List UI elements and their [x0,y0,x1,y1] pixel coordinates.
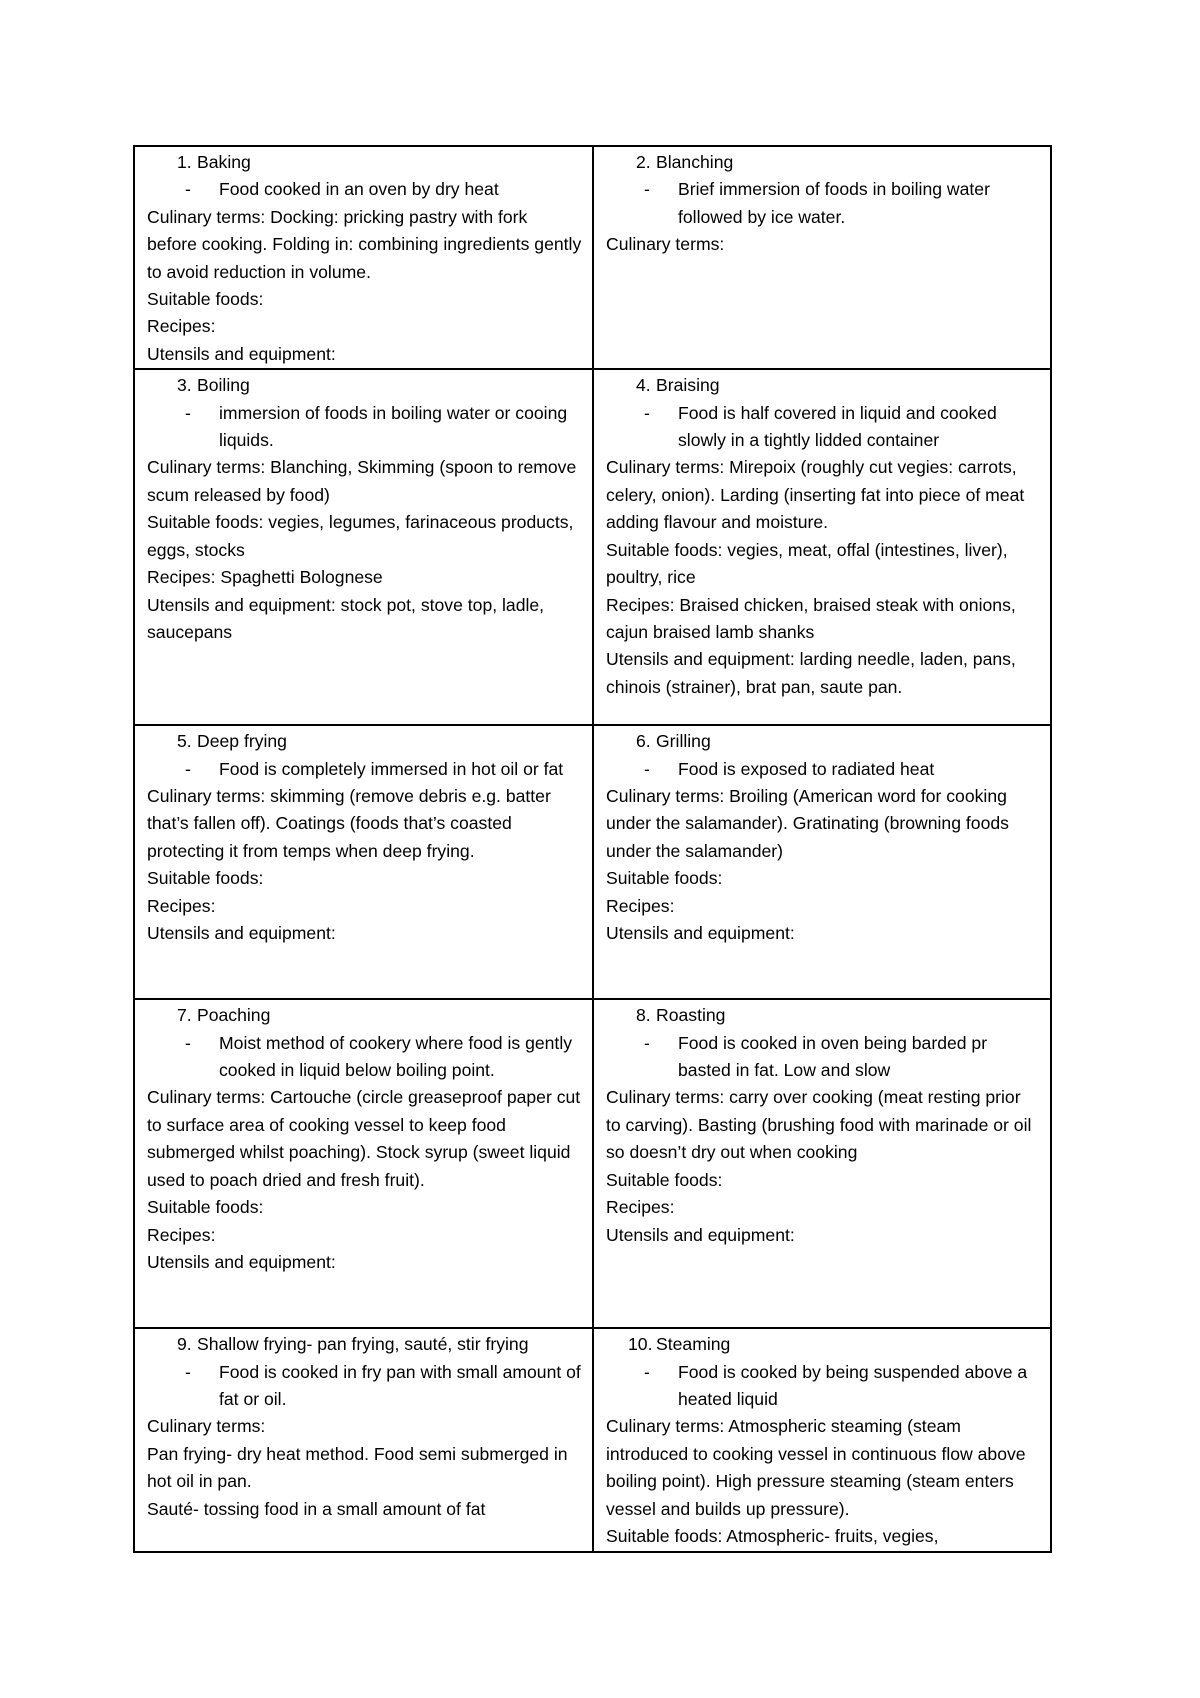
detail-line: Culinary terms: carry over cooking (meat resting prior to carving). Basting (brushing food with marinade or oil so doesn’t dry out when cooking [606,1087,1032,1163]
dash-bullet: - [185,1361,191,1382]
method-heading [606,1331,1040,1358]
method-title: Blanching [656,152,734,172]
detail-line: Recipes: Spaghetti Bolognese [147,567,383,588]
description-text: Food is half covered in liquid and cooked slowly in a tightly lidded container [678,402,997,451]
method-title: Grilling [656,731,711,752]
method-description [147,1359,582,1414]
method-description [606,1030,1040,1085]
method-cell-poaching [134,999,593,1328]
method-description [147,756,582,783]
cooking-methods-table [133,145,1052,1553]
method-title: Boiling [197,375,250,396]
method-heading [147,1002,582,1029]
detail-line: Recipes: [147,895,216,916]
method-title: Deep frying [197,731,287,752]
dash-bullet: - [644,1361,650,1382]
table-row [134,369,1051,725]
detail-line: Utensils and equipment: [147,923,336,944]
list-number: 2. [636,152,651,172]
detail-line: Utensils and equipment: larding needle, laden, pans, chinois (strainer), brat pan, saute pan. [606,649,1016,697]
detail-line: Suitable foods: [147,868,264,889]
list-number: 4. [636,375,651,396]
method-heading [606,149,1040,176]
table-body [134,146,1051,1552]
detail-line: Culinary terms: Cartouche (circle greaseproof paper cut to surface area of cooking vessel to keep food submerged whilst poaching). Stock syrup (sweet liquid used to poach dried and fresh fruit). [147,1087,581,1190]
method-description [606,400,1040,455]
detail-line: Suitable foods: vegies, legumes, farinaceous products, eggs, stocks [147,512,574,560]
method-description [147,1030,582,1085]
list-number: 9. [177,1334,192,1355]
method-heading [606,1002,1040,1029]
detail-line: Culinary terms: Blanching, Skimming (spoon to remove scum released by food) [147,457,577,505]
method-cell-deep-frying [134,725,593,999]
detail-line: Culinary terms: [147,1416,266,1437]
detail-line: Culinary terms: skimming (remove debris e.g. batter that’s fallen off). Coatings (foods that’s coasted protecting it from temps when deep frying. [147,786,551,861]
detail-line: Suitable foods: vegies, meat, offal (intestines, liver), poultry, rice [606,539,1008,588]
table-row [134,146,1051,369]
description-text: Moist method of cookery where food is gently cooked in liquid below boiling point. [219,1032,573,1081]
method-title: Baking [197,152,251,172]
detail-line: Recipes: [147,1224,216,1245]
detail-line: Recipes: [606,895,675,916]
table-row [134,999,1051,1328]
detail-line: Suitable foods: Atmospheric- fruits, vegies, [606,1526,939,1547]
detail-line: Utensils and equipment: [147,1251,336,1272]
method-heading [606,372,1040,399]
method-description [147,400,582,455]
detail-line: Culinary terms: [606,234,725,255]
method-heading [147,372,582,399]
method-cell-shallow-frying [134,1328,593,1551]
detail-line: Utensils and equipment: stock pot, stove top, ladle, saucepans [147,594,545,642]
method-cell-boiling [134,369,593,725]
detail-line: Suitable foods: [147,289,264,310]
detail-line: Culinary terms: Docking: pricking pastry with fork before cooking. Folding in: combining ingredients gently to avoid reduction in volume. [147,206,582,282]
method-title: Shallow frying- pan frying, sauté, stir frying [197,1334,529,1355]
method-title: Steaming [656,1334,731,1355]
dash-bullet: - [644,402,650,423]
description-text: Food is cooked by being suspended above a heated liquid [678,1361,1028,1410]
detail-line: Suitable foods: [147,1197,264,1218]
detail-line: Recipes: [606,1197,675,1218]
detail-line: Suitable foods: [606,1169,723,1190]
detail-line: Pan frying- dry heat method. Food semi submerged in hot oil in pan. [147,1443,568,1492]
method-heading [606,728,1040,755]
method-title: Poaching [197,1005,271,1026]
method-cell-braising [593,369,1051,725]
method-heading [147,1331,582,1358]
method-cell-grilling [593,725,1051,999]
dash-bullet: - [185,402,191,423]
dash-bullet: - [185,179,191,200]
dash-bullet: - [185,758,191,779]
table-row [134,1328,1051,1551]
list-number: 5. [177,731,192,752]
method-description [147,176,582,203]
method-heading [147,728,582,755]
method-heading [147,149,582,176]
detail-line: Culinary terms: Broiling (American word for cooking under the salamander). Gratinating (browning foods under the salamander) [606,786,1009,861]
method-cell-steaming [593,1328,1051,1551]
detail-line: Culinary terms: Atmospheric steaming (steam introduced to cooking vessel in continuous flow above boiling point). High pressure steaming (steam enters vessel and builds up pressure). [606,1416,1026,1519]
list-number: 7. [177,1005,192,1026]
method-description [606,176,1040,231]
table-row [134,725,1051,999]
dash-bullet: - [644,179,650,200]
description-text: Food is cooked in oven being barded pr basted in fat. Low and slow [678,1032,988,1081]
list-number: 8. [636,1005,651,1026]
detail-line: Suitable foods: [606,868,723,889]
method-title: Braising [656,375,720,396]
method-cell-roasting [593,999,1051,1328]
detail-line: Recipes: Braised chicken, braised steak with onions, cajun braised lamb shanks [606,594,1016,642]
detail-line: Utensils and equipment: [147,343,336,364]
description-text: Food is exposed to radiated heat [678,758,935,779]
detail-line: Culinary terms: Mirepoix (roughly cut vegies: carrots, celery, onion). Larding (inserting fat into piece of meat adding flavour and moisture. [606,457,1025,533]
method-description [606,1359,1040,1414]
detail-line: Recipes: [147,316,216,337]
detail-line: Sauté- tossing food in a small amount of fat [147,1498,486,1519]
description-text: Brief immersion of foods in boiling water followed by ice water. [678,179,990,227]
dash-bullet: - [644,758,650,779]
list-number: 10. [628,1334,653,1355]
description-text: Food cooked in an oven by dry heat [219,179,499,200]
description-text: Food is completely immersed in hot oil or fat [219,758,564,779]
list-number: 1. [177,152,192,172]
method-cell-blanching [593,146,1051,369]
dash-bullet: - [185,1032,191,1053]
list-number: 6. [636,731,651,752]
description-text: Food is cooked in fry pan with small amount of fat or oil. [219,1361,581,1410]
detail-line: Utensils and equipment: [606,1224,795,1245]
dash-bullet: - [644,1032,650,1053]
description-text: immersion of foods in boiling water or cooing liquids. [219,402,568,451]
method-title: Roasting [656,1005,726,1026]
method-cell-baking [134,146,593,369]
detail-line: Utensils and equipment: [606,923,795,944]
list-number: 3. [177,375,192,396]
method-description [606,756,1040,783]
